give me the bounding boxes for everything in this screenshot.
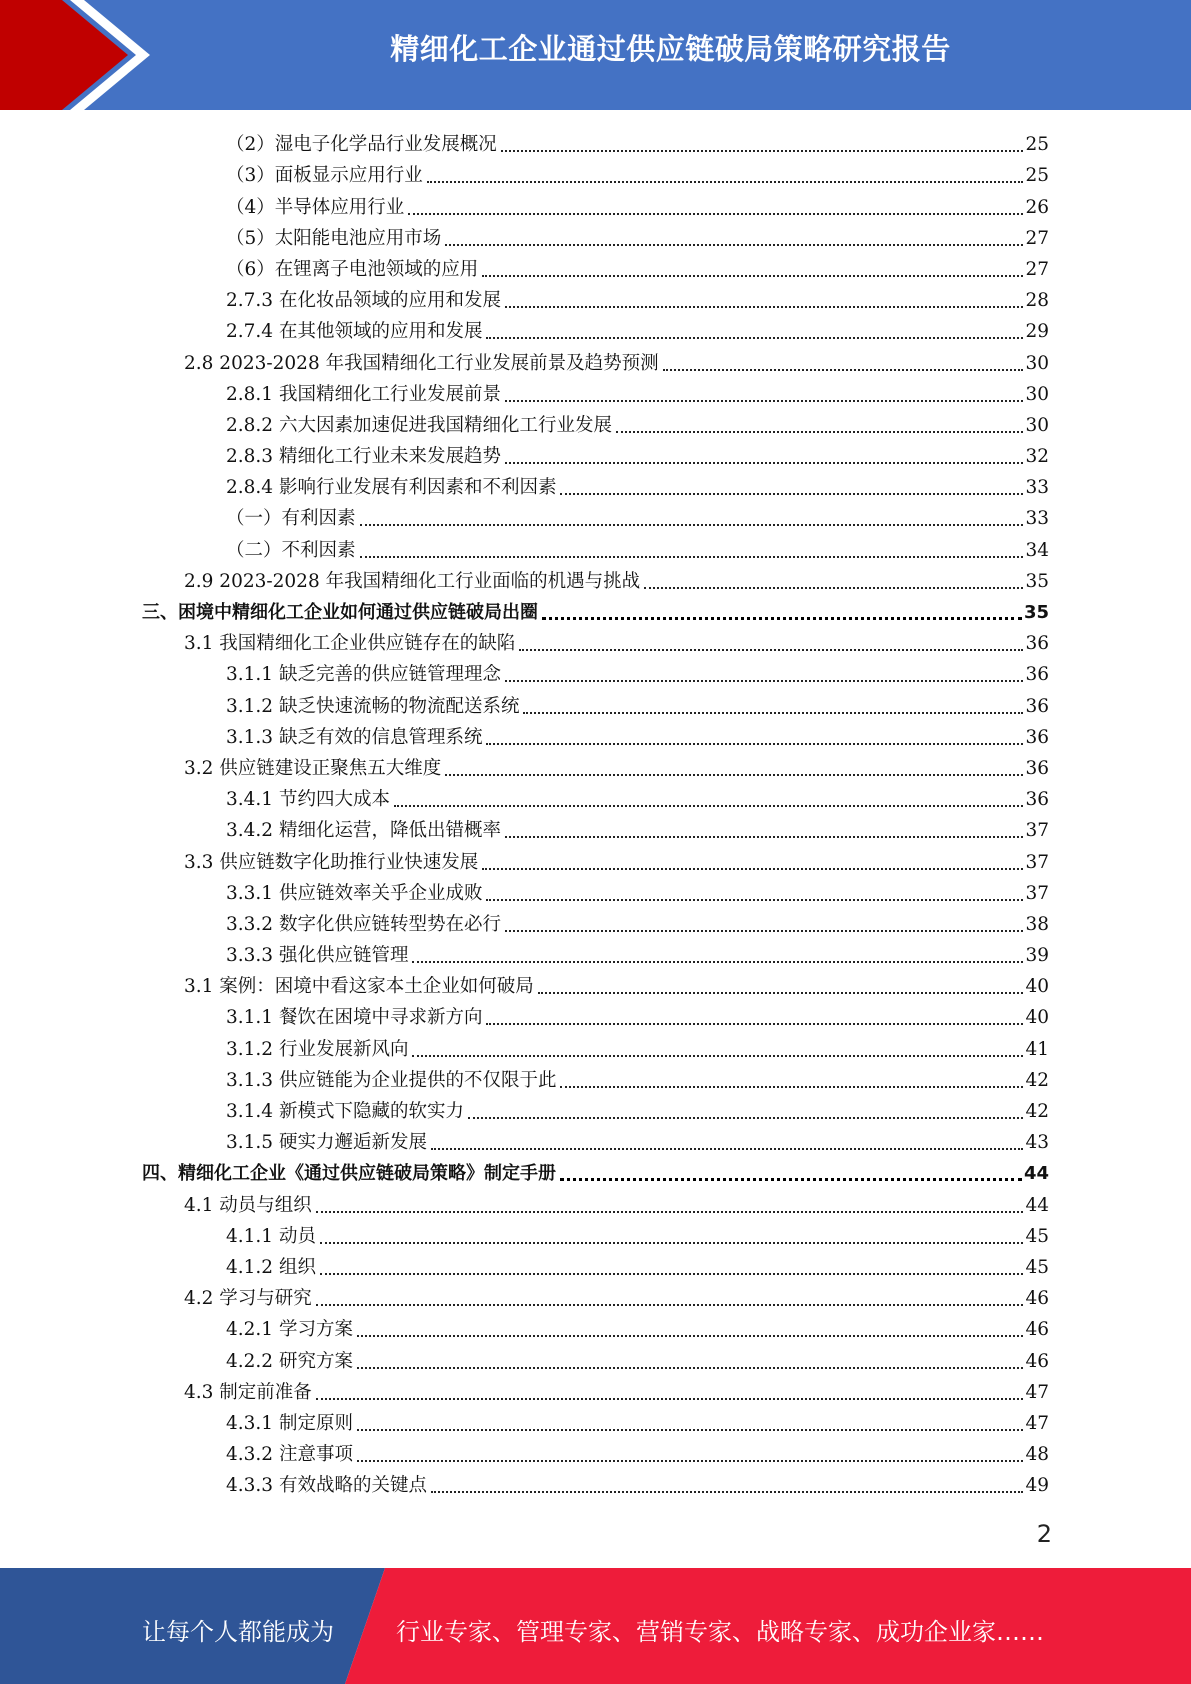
toc-entry-page: 37 — [1025, 851, 1049, 873]
toc-entry-title: 2.7.4 在其他领域的应用和发展 — [226, 321, 483, 343]
toc-entry[interactable] — [0, 937, 1049, 968]
toc-entry-page: 42 — [1025, 1069, 1049, 1091]
toc-entry-title: 3.1.1 餐饮在困境中寻求新方向 — [226, 1007, 483, 1029]
toc-entry-title: 4.3.3 有效战略的关键点 — [226, 1475, 427, 1497]
toc-entry-page: 36 — [1025, 664, 1049, 686]
toc-entry-title: 2.8.1 我国精细化工行业发展前景 — [226, 383, 501, 405]
toc-entry[interactable] — [0, 563, 1049, 594]
toc-entry[interactable] — [0, 1030, 1049, 1061]
toc-entry[interactable] — [0, 719, 1049, 750]
toc-entry-title: （6）在锂离子电池领域的应用 — [226, 258, 479, 280]
toc-dot-leader — [482, 275, 1023, 277]
toc-entry-title: （5）太阳能电池应用市场 — [226, 227, 442, 249]
toc-entry-title: 3.3.1 供应链效率关乎企业成败 — [226, 882, 483, 904]
toc-entry-page: 36 — [1025, 789, 1049, 811]
toc-entry[interactable] — [0, 313, 1049, 344]
toc-entry-page: 47 — [1025, 1412, 1049, 1434]
toc-dot-leader — [505, 462, 1023, 464]
toc-dot-leader — [644, 587, 1023, 589]
toc-entry-page: 49 — [1025, 1475, 1049, 1497]
toc-entry-title: 3.3.2 数字化供应链转型势在必行 — [226, 913, 501, 935]
toc-entry-title: 2.8.2 六大因素加速促进我国精细化工行业发展 — [226, 414, 612, 436]
toc-dot-leader — [519, 649, 1023, 651]
toc-entry[interactable] — [0, 1280, 1049, 1311]
toc-entry-title: 4.2.1 学习方案 — [226, 1319, 353, 1341]
toc-dot-leader — [560, 1086, 1023, 1088]
footer-slogan-right: 行业专家、管理专家、营销专家、战略专家、成功企业家…… — [396, 1618, 1044, 1646]
toc-dot-leader — [431, 1148, 1023, 1150]
toc-entry-page: 42 — [1025, 1101, 1049, 1122]
document-title: 精细化工企业通过供应链破局策略研究报告 — [390, 32, 951, 66]
toc-entry-page: 30 — [1025, 352, 1049, 374]
toc-entry-page: 36 — [1025, 757, 1049, 779]
toc-dot-leader — [431, 1491, 1023, 1493]
toc-dot-leader — [542, 617, 1022, 620]
toc-dot-leader — [357, 1429, 1024, 1431]
toc-entry[interactable] — [0, 999, 1049, 1030]
toc-entry-page: 33 — [1025, 477, 1049, 499]
toc-entry[interactable] — [0, 750, 1049, 781]
toc-dot-leader — [357, 1335, 1024, 1337]
toc-entry-page: 35 — [1025, 570, 1049, 592]
toc-dot-leader — [560, 1178, 1022, 1181]
toc-dot-leader — [663, 369, 1024, 371]
toc-entry-page: 47 — [1025, 1381, 1049, 1403]
toc-dot-leader — [486, 337, 1023, 339]
toc-entry-title: 4.1.1 动员 — [226, 1225, 316, 1247]
toc-entry-title: 2.8.4 影响行业发展有利因素和不利因素 — [226, 477, 557, 499]
toc-entry[interactable] — [0, 220, 1049, 251]
toc-entry-title: 3.1.5 硬实力邂逅新发展 — [226, 1132, 427, 1154]
toc-entry-title: 3.1.2 行业发展新风向 — [226, 1038, 409, 1060]
toc-entry-page: 37 — [1025, 882, 1049, 904]
toc-entry-title: （二）不利因素 — [226, 539, 356, 561]
toc-entry-page: 36 — [1025, 726, 1049, 748]
toc-dot-leader — [468, 1117, 1023, 1119]
toc-dot-leader — [320, 1242, 1024, 1244]
toc-dot-leader — [360, 524, 1024, 526]
toc-entry[interactable] — [0, 469, 1049, 500]
toc-dot-leader — [505, 680, 1023, 682]
toc-entry[interactable] — [0, 781, 1049, 812]
toc-entry[interactable] — [0, 1124, 1049, 1155]
toc-entry-title: 3.3 供应链数字化助推行业快速发展 — [184, 851, 479, 873]
toc-dot-leader — [412, 961, 1023, 963]
toc-entry-title: 3.1.2 缺乏快速流畅的物流配送系统 — [226, 695, 520, 717]
toc-dot-leader — [538, 992, 1024, 994]
toc-entry-page: 48 — [1025, 1444, 1049, 1466]
toc-entry-title: 3.1 我国精细化工企业供应链存在的缺陷 — [184, 633, 516, 655]
toc-entry-title: 3.1.3 供应链能为企业提供的不仅限于此 — [226, 1069, 557, 1091]
toc-dot-leader — [427, 181, 1024, 183]
toc-entry-title: 4.1 动员与组织 — [184, 1194, 312, 1216]
toc-entry-page: 44 — [1023, 1163, 1049, 1185]
toc-entry[interactable] — [0, 500, 1049, 531]
toc-entry[interactable] — [0, 438, 1049, 469]
toc-dot-leader — [360, 556, 1024, 558]
toc-entry[interactable] — [0, 282, 1049, 313]
toc-entry-title: 4.1.2 组织 — [226, 1256, 316, 1278]
toc-dot-leader — [505, 836, 1023, 838]
toc-entry-page: 26 — [1025, 196, 1049, 218]
table-of-contents — [0, 126, 1191, 1498]
toc-entry-page: 45 — [1025, 1225, 1049, 1247]
page-footer — [0, 1568, 1191, 1684]
toc-entry-title: （3）面板显示应用行业 — [226, 165, 423, 187]
toc-dot-leader — [482, 868, 1023, 870]
toc-entry-title: （2）湿电子化学品行业发展概况 — [226, 134, 497, 156]
toc-dot-leader — [412, 1055, 1023, 1057]
toc-entry-page: 43 — [1025, 1132, 1049, 1154]
toc-entry[interactable] — [0, 1155, 1049, 1186]
toc-entry[interactable] — [0, 968, 1049, 999]
toc-entry[interactable] — [0, 188, 1049, 219]
toc-entry-page: 25 — [1025, 165, 1049, 187]
toc-entry[interactable] — [0, 1062, 1049, 1093]
toc-entry-page: 34 — [1025, 539, 1049, 561]
toc-entry-title: 3.1.1 缺乏完善的供应链管理理念 — [226, 664, 501, 686]
toc-entry-title: 2.9 2023-2028 年我国精细化工行业面临的机遇与挑战 — [184, 570, 641, 592]
toc-entry-title: 4.3.1 制定原则 — [226, 1412, 353, 1434]
toc-entry[interactable] — [0, 625, 1049, 656]
page-header — [0, 0, 1191, 110]
toc-entry-title: 2.8.3 精细化工行业未来发展趋势 — [226, 446, 501, 468]
toc-entry[interactable] — [0, 812, 1049, 843]
toc-entry-page: 38 — [1025, 913, 1049, 935]
toc-dot-leader — [486, 899, 1023, 901]
toc-dot-leader — [523, 712, 1023, 714]
toc-entry-title: （一）有利因素 — [226, 508, 356, 530]
toc-entry[interactable] — [0, 1093, 1049, 1124]
toc-entry[interactable] — [0, 1405, 1049, 1436]
toc-dot-leader — [501, 150, 1024, 152]
toc-dot-leader — [394, 805, 1023, 807]
toc-entry[interactable] — [0, 1436, 1049, 1467]
toc-entry-page: 36 — [1025, 633, 1049, 655]
toc-entry-title: 3.1 案例：困境中看这家本土企业如何破局 — [184, 976, 534, 998]
toc-entry[interactable] — [0, 157, 1049, 188]
toc-entry-title: 三、困境中精细化工企业如何通过供应链破局出圈 — [142, 602, 538, 623]
toc-entry-page: 46 — [1025, 1319, 1049, 1341]
toc-entry[interactable] — [0, 1249, 1049, 1280]
toc-entry-page: 33 — [1025, 508, 1049, 530]
toc-entry[interactable] — [0, 687, 1049, 718]
toc-entry-title: 3.4.1 节约四大成本 — [226, 789, 390, 811]
toc-entry[interactable] — [0, 1311, 1049, 1342]
footer-slogan-left: 让每个人都能成为 — [142, 1618, 334, 1646]
toc-entry-title: 4.3.2 注意事项 — [226, 1444, 353, 1466]
toc-dot-leader — [505, 400, 1023, 402]
toc-entry[interactable] — [0, 594, 1049, 625]
toc-dot-leader — [445, 244, 1023, 246]
toc-entry-page: 30 — [1025, 414, 1049, 436]
toc-entry-page: 29 — [1025, 321, 1049, 343]
toc-entry-title: 4.2 学习与研究 — [184, 1288, 312, 1310]
toc-dot-leader — [408, 213, 1023, 215]
toc-dot-leader — [316, 1398, 1024, 1400]
toc-entry-page: 44 — [1025, 1194, 1049, 1216]
toc-entry-title: 4.2.2 研究方案 — [226, 1350, 353, 1372]
toc-entry[interactable] — [0, 656, 1049, 687]
toc-dot-leader — [357, 1367, 1024, 1369]
toc-entry-title: 3.4.2 精细化运营，降低出错概率 — [226, 820, 501, 842]
toc-entry-page: 25 — [1025, 134, 1049, 156]
toc-dot-leader — [505, 306, 1023, 308]
toc-entry-page: 36 — [1025, 695, 1049, 717]
toc-entry[interactable] — [0, 126, 1049, 157]
toc-entry[interactable] — [0, 906, 1049, 937]
toc-entry-page: 37 — [1025, 820, 1049, 842]
toc-entry[interactable] — [0, 1467, 1049, 1498]
toc-dot-leader — [560, 493, 1023, 495]
toc-entry-page: 30 — [1025, 383, 1049, 405]
toc-entry-title: 2.8 2023-2028 年我国精细化工行业发展前景及趋势预测 — [184, 352, 659, 374]
toc-entry-title: 4.3 制定前准备 — [184, 1381, 312, 1403]
toc-entry[interactable] — [0, 251, 1049, 282]
toc-entry-title: （4）半导体应用行业 — [226, 196, 405, 218]
toc-entry-page: 27 — [1025, 258, 1049, 280]
toc-entry-page: 46 — [1025, 1350, 1049, 1372]
toc-dot-leader — [505, 930, 1023, 932]
toc-dot-leader — [316, 1211, 1024, 1213]
toc-dot-leader — [357, 1460, 1024, 1462]
toc-entry-page: 45 — [1025, 1256, 1049, 1278]
toc-entry[interactable] — [0, 1186, 1049, 1217]
toc-dot-leader — [486, 743, 1023, 745]
toc-entry[interactable] — [0, 1342, 1049, 1373]
toc-entry[interactable] — [0, 531, 1049, 562]
toc-entry[interactable] — [0, 843, 1049, 874]
toc-dot-leader — [320, 1273, 1024, 1275]
toc-dot-leader — [486, 1023, 1023, 1025]
toc-entry[interactable] — [0, 376, 1049, 407]
toc-entry-page: 40 — [1025, 1007, 1049, 1029]
toc-entry-page: 28 — [1025, 290, 1049, 312]
toc-entry-title: 3.1.3 缺乏有效的信息管理系统 — [226, 726, 483, 748]
toc-entry-title: 四、精细化工企业《通过供应链破局策略》制定手册 — [142, 1163, 556, 1185]
toc-entry[interactable] — [0, 875, 1049, 906]
toc-entry-title: 3.3.3 强化供应链管理 — [226, 945, 409, 967]
toc-entry-page: 27 — [1025, 227, 1049, 249]
toc-entry-title: 3.2 供应链建设正聚焦五大维度 — [184, 757, 442, 779]
toc-entry[interactable] — [0, 1374, 1049, 1405]
toc-entry-title: 3.1.4 新模式下隐藏的软实力 — [226, 1101, 464, 1122]
toc-entry[interactable] — [0, 407, 1049, 438]
toc-entry[interactable] — [0, 1218, 1049, 1249]
toc-entry-page: 46 — [1025, 1288, 1049, 1310]
toc-entry[interactable] — [0, 344, 1049, 375]
toc-dot-leader — [445, 774, 1023, 776]
toc-entry-page: 40 — [1025, 976, 1049, 998]
page-number: 2 — [1036, 1520, 1052, 1548]
toc-entry-page: 32 — [1025, 446, 1049, 468]
toc-entry-page: 41 — [1025, 1038, 1049, 1060]
toc-dot-leader — [316, 1304, 1024, 1306]
toc-entry-title: 2.7.3 在化妆品领域的应用和发展 — [226, 290, 501, 312]
toc-entry-page: 35 — [1023, 602, 1049, 623]
toc-entry-page: 39 — [1025, 945, 1049, 967]
toc-dot-leader — [616, 431, 1023, 433]
